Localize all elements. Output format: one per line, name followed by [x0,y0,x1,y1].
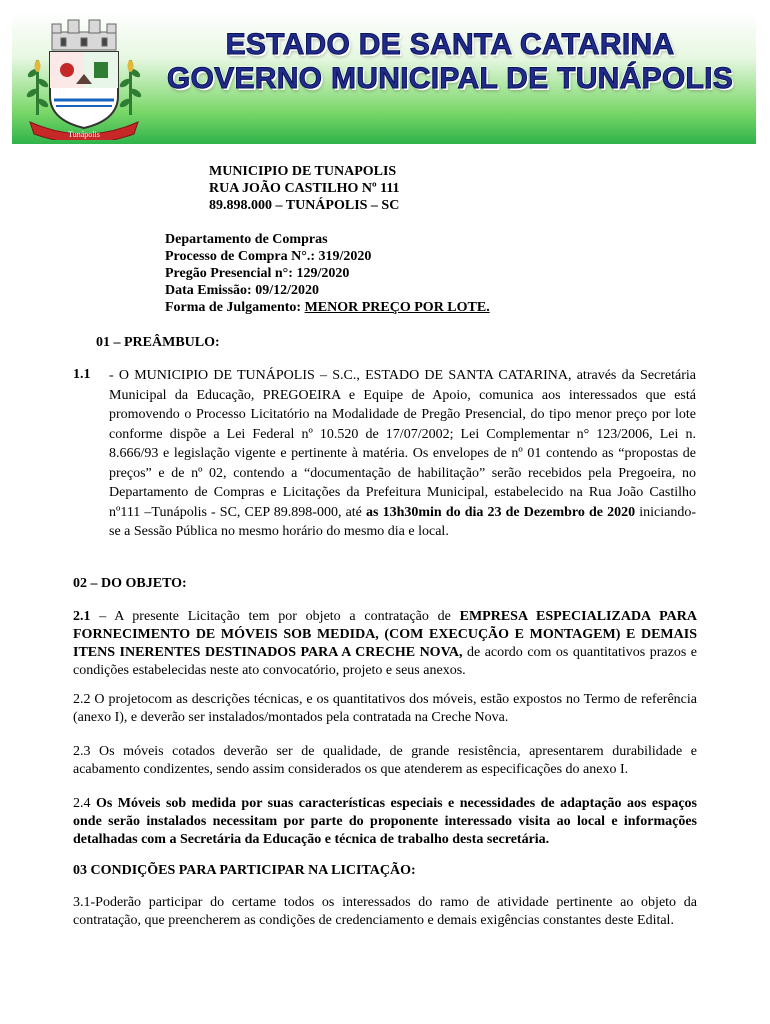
preamble-text-b: iniciando-se a Sessão Pública no mesmo horário do mesmo dia e local. [109,504,696,539]
address-line-municipality: MUNICIPIO DE TUNAPOLIS [209,164,397,179]
banner-title-state: ESTADO DE SANTA CATARINA [225,28,675,61]
item-number-2-1: 2.1 [73,609,91,624]
corn-stalk-left [25,60,49,115]
preamble-deadline: as 13h30min do dia 23 de Dezembro de 2020 [366,504,636,520]
address-line-street: RUA JOÃO CASTILHO Nº 111 [209,181,400,196]
item-number-1-1: 1.1 [73,367,91,382]
paragraph-2-4 [73,795,697,849]
preamble-paragraph [109,366,696,542]
paragraph-2-4-text: Os Móveis sob medida por suas características especiais e necessidades de adaptação aos espaços onde serão instalados necessitam por parte do proponente interessado visita ao local e informações detalhadas com a Secretária da Educação e técnica de trabalho desta secretária. [73,796,697,847]
address-line-zip: 89.898.000 – TUNÁPOLIS – SC [209,198,400,213]
section-heading-condicoes: 03 CONDIÇÕES PARA PARTICIPAR NA LICITAÇÃO: [73,863,416,878]
paragraph-2-1 [73,608,697,680]
paragraph-2-1-text-b: de acordo com os quantitativos prazos e condições estabelecidas neste ato convocatório, projeto e seus anexos. [73,645,697,678]
process-number: Processo de Compra N°.: 319/2020 [165,249,372,264]
municipal-crest-icon [24,18,144,140]
pregao-number: Pregão Presencial n°: 129/2020 [165,266,350,281]
item-number-2-4: 2.4 [73,796,96,811]
judgment-label: Forma de Julgamento: [165,300,302,315]
department-label: Departamento de Compras [165,232,328,247]
preamble-text-a: - O MUNICIPIO DE TUNÁPOLIS – S.C., ESTADO DE SANTA CATARINA, através da Secretária Municipal da Educação, PREGOEIRA e Equipe de Apoio, comunica aos interessados que está promovendo o Processo Licitatório na Modalidade de Pregão Presencial, do tipo menor preço por lote conforme dispõe a Lei Federal nº 10.520 de 17/07/2002; Lei Complementar n° 123/2006, Lei n. 8.666/93 e legislação vigente e pertinente à matéria. Os envelopes de nº 01 contendo as “propostas de preços” e de nº 02, contendo a “documentação de habilitação” serão recebidos pela Pregoeira, no Departamento de Compras e Licitações da Prefeitura Municipal, estabelecido na Rua João Castilho nº111 –Tunápolis - SC, CEP 89.898-000, até [109,368,696,520]
mural-crown [52,20,116,50]
emission-date: Data Emissão: 09/12/2020 [165,283,319,298]
judgment-form [165,299,490,316]
section-heading-preambulo: 01 – PREÂMBULO: [96,335,220,350]
section-heading-objeto: 02 – DO OBJETO: [73,576,187,591]
svg-text:Tunápolis: Tunápolis [68,130,100,139]
banner-title-municipality: GOVERNO MUNICIPAL DE TUNÁPOLIS [166,62,734,95]
paragraph-2-3: 2.3 Os móveis cotados deverão ser de qualidade, de grande resistência, apresentarem durabilidade e acabamento condizentes, sendo assim considerados os que atenderem as especificações do anexo I. [73,744,697,777]
paragraph-2-2: 2.2 O projetocom as descrições técnicas, e os quantitativos dos móveis, estão expostos no Termo de referência (anexo I), e deverão ser instalados/montados pela contratada na Creche Nova. [73,692,697,725]
corn-stalk-right [118,60,142,115]
paragraph-3-1: 3.1-Poderão participar do certame todos os interessados do ramo de atividade pertinente ao objeto da contratação, que preencherem as condições de credenciamento e demais exigências constantes deste Edital. [73,895,697,928]
paragraph-2-1-object: EMPRESA ESPECIALIZADA PARA FORNECIMENTO DE MÓVEIS SOB MEDIDA, (COM EXECUÇÃO E MONTAGEM) E DEMAIS ITENS INERENTES DESTINADOS PARA A CRECHE NOVA, [73,609,697,660]
judgment-value: MENOR PREÇO POR LOTE. [304,300,490,315]
paragraph-2-1-text-a: – A presente Licitação tem por objeto a contratação de [90,609,460,624]
